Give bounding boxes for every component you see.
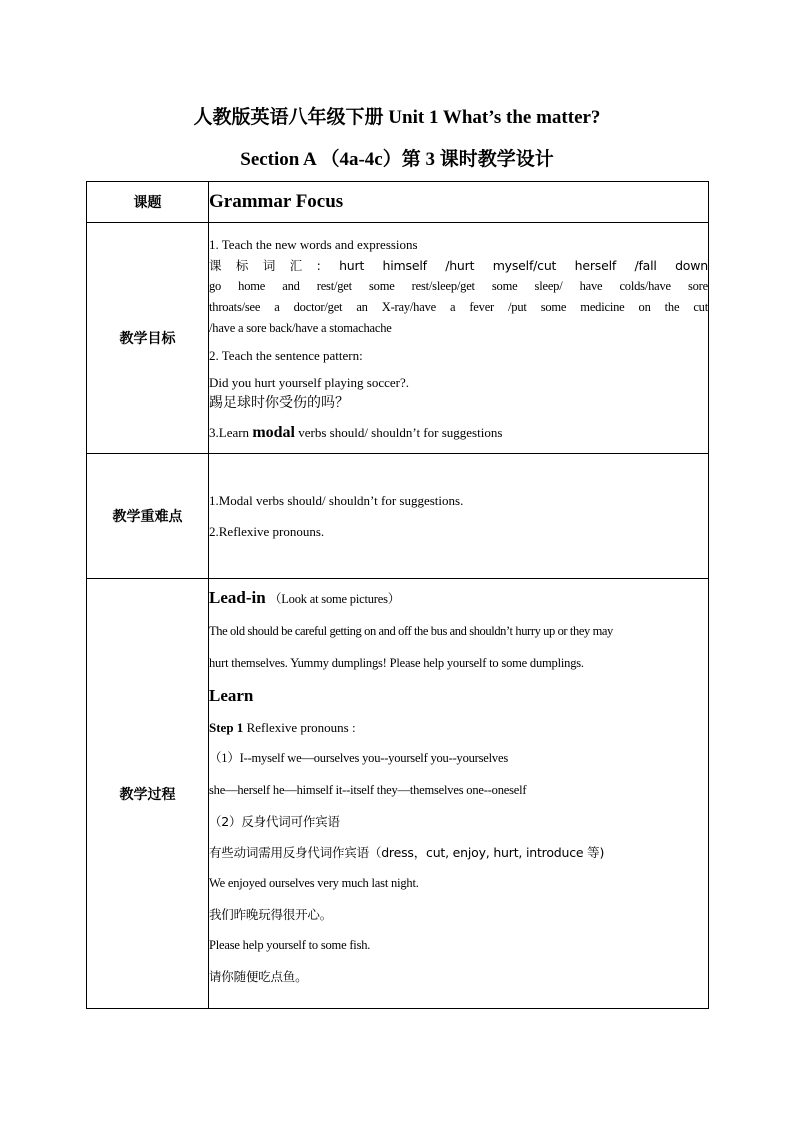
objective-text: 3.Learn: [209, 424, 253, 440]
table-row-objectives: [87, 223, 709, 454]
example-cn: 请你随便吃点鱼。: [209, 969, 308, 984]
leadin-text: The old should be careful getting on and off the bus and shouldn’t hurry up or they may: [209, 624, 613, 638]
objectives-cell: [209, 223, 709, 454]
objective-text: verbs should/ shouldn’t for suggestions: [294, 424, 503, 440]
objective-line: go home and rest/get some rest/sleep/get some sleep/ have colds/have sore: [209, 278, 708, 293]
table-row-key-points: [87, 454, 709, 579]
lesson-plan-table: [86, 181, 709, 1009]
objective-line: [209, 422, 708, 443]
objective-line: 1. Teach the new words and expressions: [209, 236, 418, 252]
objective-line: throats/see a doctor/get an X-ray/have a fever /put some medicine on the cut: [209, 299, 708, 314]
leadin-text: hurt themselves. Yummy dumplings! Please help yourself to some dumplings.: [209, 656, 584, 670]
table-row-topic: [87, 182, 709, 223]
example-en: Please help yourself to some fish.: [209, 938, 371, 952]
leadin-heading: Lead-in: [209, 588, 266, 607]
example-cn: 我们昨晚玩得很开心。: [209, 907, 333, 922]
process-cell: [209, 579, 709, 1009]
topic-cell: [209, 182, 709, 223]
topic-label: 课题: [87, 182, 209, 223]
step1-label: Step 1: [209, 720, 244, 735]
learn-heading: Learn: [209, 686, 254, 705]
document-title: 人教版英语八年级下册 Unit 1 What’s the matter?: [193, 107, 601, 128]
leadin-line: [209, 587, 708, 610]
objective-line: Did you hurt yourself playing soccer?.: [209, 374, 410, 390]
table-row-process: [87, 579, 709, 1009]
objective-bold-word: modal: [252, 423, 295, 441]
key-point-line: 2.Reflexive pronouns.: [209, 524, 325, 539]
example-en: We enjoyed ourselves very much last night.: [209, 876, 419, 890]
leadin-note: （Look at some pictures）: [268, 592, 401, 606]
rule-line: （2）反身代词可作宾语: [209, 814, 340, 829]
step1-text: Reflexive pronouns :: [243, 720, 356, 735]
objective-line: 2. Teach the sentence pattern:: [209, 347, 363, 363]
document-subtitle: Section A （4a-4c）第 3 课时教学设计: [240, 149, 554, 170]
key-point-line: 1.Modal verbs should/ shouldn’t for suggestions.: [209, 493, 464, 508]
objective-line: /have a sore back/have a stomachache: [209, 320, 392, 335]
key-points-cell: [209, 454, 709, 579]
process-label: 教学过程: [87, 579, 209, 1009]
step1-line: [209, 717, 708, 738]
topic-value: Grammar Focus: [209, 191, 344, 212]
key-points-label: 教学重难点: [87, 454, 209, 579]
objectives-label: 教学目标: [87, 223, 209, 454]
pronoun-list-line: （1）I--myself we—ourselves you--yourself you--yourselves: [209, 751, 508, 765]
objective-line: 课标词汇: hurt himself /hurt myself/cut herself /fall down: [209, 257, 708, 273]
rule-note: 有些动词需用反身代词作宾语（dress，cut, enjoy, hurt, introduce 等): [209, 845, 605, 860]
objective-line: 踢足球时你受伤的吗？: [209, 394, 349, 411]
pronoun-list-line: she—herself he—himself it--itself they—themselves one--oneself: [209, 783, 527, 797]
